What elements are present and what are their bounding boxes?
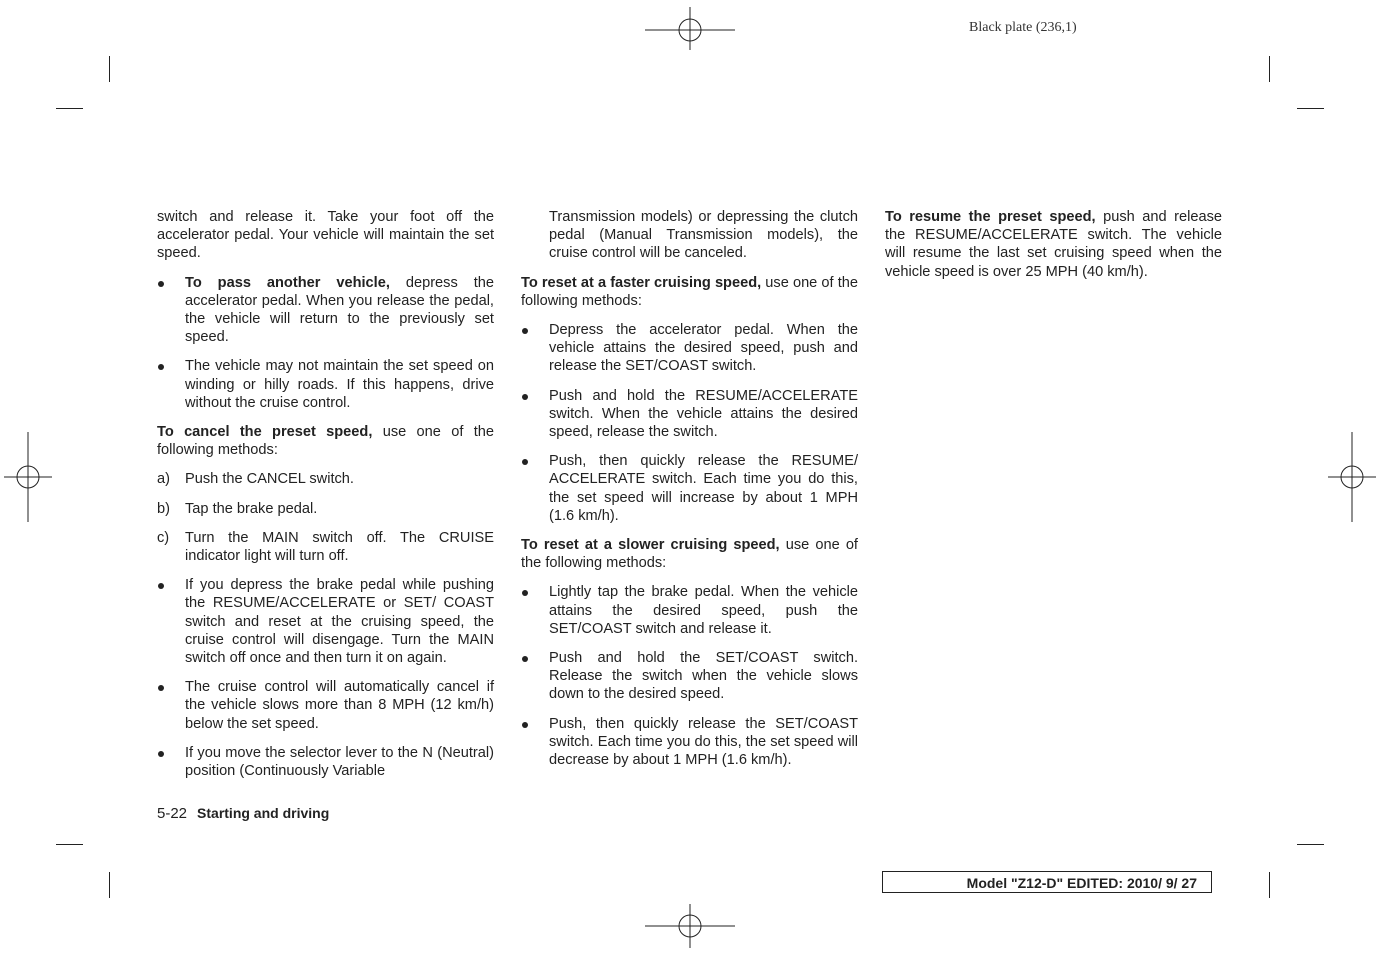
item-text: Push, then quickly release the RESUME/ ACCELERATE switch. Each time you do this, the set speed will increase by about 1 MPH (1.6 km/h). bbox=[549, 453, 858, 524]
bold-lead: To cancel the preset speed, bbox=[157, 424, 373, 441]
bold-lead: To resume the preset speed, bbox=[885, 209, 1096, 225]
list-item bbox=[521, 715, 858, 770]
bold-lead: To reset at a slower cruising speed, bbox=[521, 537, 780, 554]
model-edited-box bbox=[882, 871, 1212, 893]
bullet-icon bbox=[158, 583, 164, 589]
list-item bbox=[521, 452, 858, 525]
list-item bbox=[157, 274, 494, 347]
crop-mark bbox=[56, 844, 83, 845]
item-text: Push the CANCEL switch. bbox=[185, 471, 354, 488]
list-item bbox=[521, 583, 858, 638]
crop-mark bbox=[1297, 844, 1324, 845]
crop-mark bbox=[56, 108, 83, 109]
item-text: depress the accelerator pedal. When you release the pedal, the vehicle will return to the previously set speed. bbox=[185, 274, 494, 346]
page-footer bbox=[157, 805, 329, 822]
bullet-icon bbox=[158, 281, 164, 287]
crop-mark bbox=[109, 56, 110, 82]
paragraph-text: use one of the following methods: bbox=[157, 424, 495, 459]
item-text: If you depress the brake pedal while pushing the RESUME/ACCELERATE or SET/ COAST switch and reset at the cruising speed, the cruise control will disengage. Turn the MAIN switch off once and then turn it on again. bbox=[185, 577, 494, 667]
crop-mark bbox=[1297, 108, 1324, 109]
paragraph-text: use one of the following methods: bbox=[521, 274, 858, 309]
paragraph bbox=[157, 423, 494, 459]
list-item bbox=[521, 321, 858, 376]
bullet-icon bbox=[158, 685, 164, 691]
paragraph: Transmission models) or depressing the clutch pedal (Manual Transmission models), the cruise control will be canceled. bbox=[549, 209, 858, 262]
list-item bbox=[157, 357, 494, 412]
paragraph bbox=[521, 536, 858, 572]
bullet-icon bbox=[158, 364, 164, 370]
item-text: Turn the MAIN switch off. The CRUISE indicator light will turn off. bbox=[185, 529, 494, 565]
item-text: Push, then quickly release the SET/COAST switch. Each time you do this, the set speed will decrease by about 1 MPH (1.6 km/h). bbox=[549, 715, 858, 769]
item-text: The vehicle may not maintain the set speed on winding or hilly roads. If this happens, drive without the cruise control. bbox=[185, 358, 494, 411]
list-item bbox=[157, 470, 494, 488]
item-text: If you move the selector lever to the N (Neutral) position (Continuously Variable bbox=[185, 744, 494, 780]
item-text: Depress the accelerator pedal. When the vehicle attains the desired speed, push and release the SET/COAST switch. bbox=[549, 322, 858, 375]
bullet-icon bbox=[522, 722, 528, 728]
item-text: Push and hold the SET/COAST switch. Release the switch when the vehicle slows down to the desired speed. bbox=[549, 650, 858, 703]
registration-mark-icon bbox=[645, 904, 735, 950]
section-title: Starting and driving bbox=[197, 805, 330, 821]
paragraph-text: use one of the following methods: bbox=[521, 537, 858, 572]
bullet-icon bbox=[522, 459, 528, 465]
item-text: Tap the brake pedal. bbox=[185, 500, 318, 517]
list-item bbox=[157, 529, 494, 565]
paragraph: switch and release it. Take your foot off the accelerator pedal. Your vehicle will maintain the set speed. bbox=[157, 209, 494, 262]
bullet-icon bbox=[522, 328, 528, 334]
list-marker: a) bbox=[157, 471, 170, 488]
paragraph-text: push and release the RESUME/ACCELERATE switch. The vehicle will resume the last set cruising speed when the vehicle speed is over 25 MPH (40 km/h). bbox=[885, 209, 1223, 280]
item-text: The cruise control will automatically cancel if the vehicle slows more than 8 MPH (12 km/h) below the set speed. bbox=[185, 679, 494, 732]
bullet-icon bbox=[158, 751, 164, 757]
crop-mark bbox=[109, 872, 110, 898]
bold-lead: To pass another vehicle, bbox=[185, 274, 390, 291]
list-item bbox=[157, 576, 494, 667]
crop-mark bbox=[1269, 56, 1270, 82]
column-3 bbox=[885, 208, 1222, 292]
column-1 bbox=[157, 208, 494, 780]
column-2 bbox=[521, 208, 858, 780]
bold-lead: To reset at a faster cruising speed, bbox=[521, 274, 762, 291]
list-item bbox=[521, 387, 858, 442]
model-label: Model "Z12-D" EDITED: 2010/ 9/ 27 bbox=[966, 875, 1197, 891]
crop-mark bbox=[1269, 872, 1270, 898]
list-item bbox=[157, 500, 494, 518]
registration-mark-icon bbox=[1328, 432, 1376, 522]
list-item bbox=[157, 678, 494, 733]
bullet-icon bbox=[522, 656, 528, 662]
item-text: Push and hold the RESUME/ACCELERATE switch. When the vehicle attains the desired speed, release the switch. bbox=[549, 387, 858, 441]
list-marker: b) bbox=[157, 500, 170, 517]
bullet-icon bbox=[522, 394, 528, 400]
page-number: 5-22 bbox=[157, 805, 188, 822]
registration-mark-icon bbox=[4, 432, 52, 522]
list-marker: c) bbox=[157, 529, 170, 546]
list-item bbox=[157, 744, 494, 780]
bullet-icon bbox=[522, 590, 528, 596]
item-text: Lightly tap the brake pedal. When the vehicle attains the desired speed, push the SET/COAST switch and release it. bbox=[549, 584, 858, 637]
registration-mark-icon bbox=[645, 4, 735, 50]
list-item bbox=[521, 649, 858, 704]
paragraph bbox=[521, 274, 858, 310]
paragraph bbox=[885, 208, 1222, 281]
plate-label: Black plate (236,1) bbox=[969, 20, 1077, 35]
